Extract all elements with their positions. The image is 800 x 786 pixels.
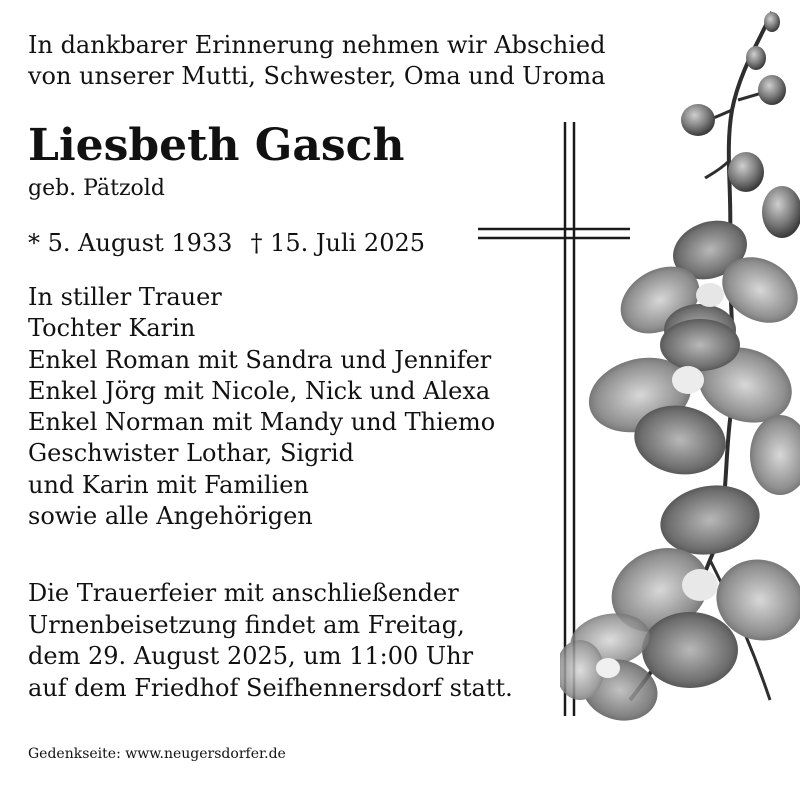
mourner-line: Enkel Roman mit Sandra und Jennifer bbox=[28, 345, 492, 374]
ceremony-line: Die Trauerfeier mit anschließender bbox=[28, 579, 459, 607]
death-date: † 15. Juli 2025 bbox=[250, 229, 425, 257]
ceremony-line: dem 29. August 2025, um 11:00 Uhr bbox=[28, 642, 474, 670]
mourner-line: und Karin mit Familien bbox=[28, 470, 309, 499]
mourner-line: sowie alle Angehörigen bbox=[28, 502, 313, 531]
mourner-line: Enkel Jörg mit Nicole, Nick und Alexa bbox=[28, 376, 491, 405]
mourners-list bbox=[28, 282, 495, 532]
orchid-branch-image bbox=[560, 0, 800, 786]
ceremony-line: Urnenbeisetzung findet am Freitag, bbox=[28, 610, 465, 639]
mourner-line: Tochter Karin bbox=[28, 314, 196, 343]
intro-line-2: von unserer Mutti, Schwester, Oma und Uroma bbox=[28, 62, 606, 90]
memorial-page-link: Gedenkseite: www.neugersdorfer.de bbox=[28, 746, 286, 762]
intro-line-1: In dankbarer Erinnerung nehmen wir Abschied bbox=[28, 31, 606, 59]
birth-name: geb. Pätzold bbox=[28, 176, 165, 201]
mourner-line: Geschwister Lothar, Sigrid bbox=[28, 439, 354, 468]
ceremony-info bbox=[28, 578, 513, 704]
life-dates bbox=[28, 228, 425, 258]
deceased-name: Liesbeth Gasch bbox=[28, 120, 405, 171]
mourner-line: Enkel Norman mit Mandy und Thiemo bbox=[28, 408, 496, 437]
mourner-line: In stiller Trauer bbox=[28, 283, 222, 311]
ceremony-line: auf dem Friedhof Seifhennersdorf statt. bbox=[28, 673, 513, 702]
birth-date: * 5. August 1933 bbox=[28, 229, 233, 257]
